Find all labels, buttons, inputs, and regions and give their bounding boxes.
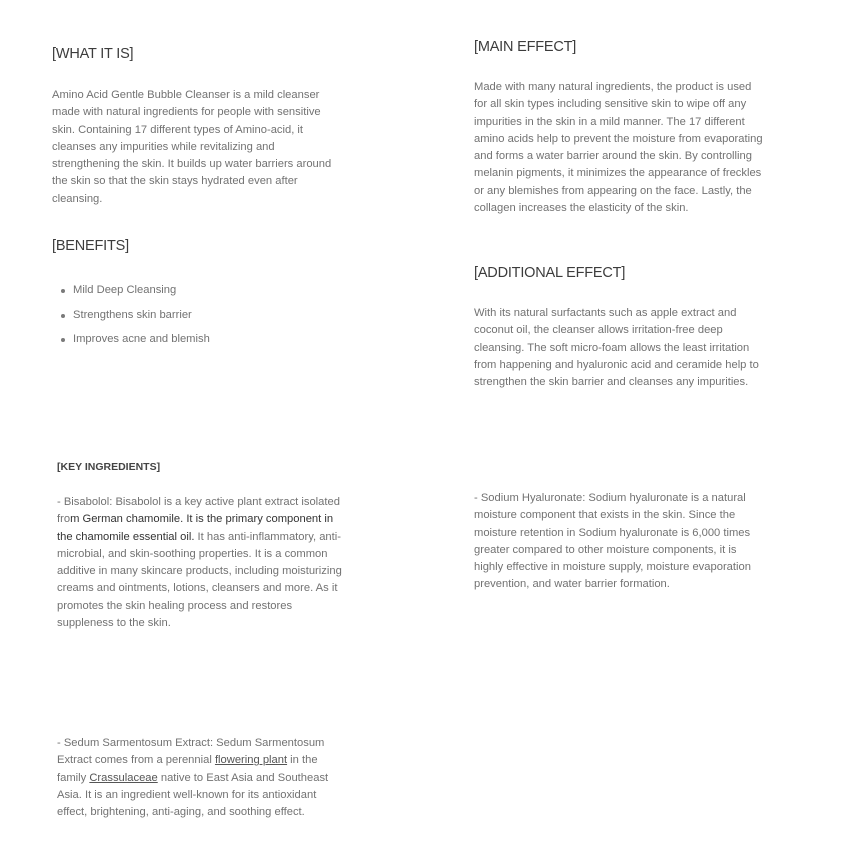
sedum-text-rest: native to East Asia and Southeast Asia. It is an ingredient well-known for its antioxidant effect, brightening, anti-aging, and soothing effect. bbox=[57, 771, 329, 819]
crassulaceae-link[interactable]: Crassulaceae bbox=[89, 771, 158, 784]
sedum-paragraph bbox=[57, 735, 347, 821]
bullet-icon bbox=[61, 314, 65, 318]
additional-effect-text: With its natural surfactants such as apple extract and coconut oil, the cleanser allows irritation-free deep cleansing. The soft micro-foam allows the least irritation from happening and hyaluronic acid and ceramide help to strengthen the skin barrier and cleanses any impurities. bbox=[474, 307, 759, 389]
sodium-hyaluronate-paragraph: - Sodium Hyaluronate: Sodium hyaluronate is a natural moisture component that exists in the skin. Since the moisture retention in Sodium hyaluronate is 6,000 times greater compared to other moisture components, it is highly effective in moisture supply, moisture evaporation prevention, and water barrier formation. bbox=[474, 492, 751, 591]
what-it-is-heading: [WHAT IT IS] bbox=[52, 46, 134, 62]
additional-effect-heading: [ADDITIONAL EFFECT] bbox=[474, 265, 626, 281]
bullet-icon bbox=[61, 338, 65, 342]
what-it-is-text: Amino Acid Gentle Bubble Cleanser is a mild cleanser made with natural ingredients for people with sensitive skin. Containing 17 different types of Amino-acid, it cleanses any impurities while revitalizing and strengthening the skin. It builds up water barriers around the skin so that the skin stays hydrated even after cleansing. bbox=[52, 89, 332, 205]
main-effect-text: Made with many natural ingredients, the product is used for all skin types including sensitive skin to wipe off any impurities in the skin in a mild manner. The 17 different amino acids help to prevent the moisture from evaporating and forms a water barrier around the skin. By controlling melanin pigments, it minimizes the appearance of freckles or any blemishes from appearing on the face. Lastly, the collagen increases the elasticity of the skin. bbox=[474, 81, 763, 215]
bisabolol-text-rest: It has anti-inflammatory, anti-microbial, and skin-soothing properties. It is a common additive in many skincare products, including moisturizing creams and ointments, lotions, cleansers and more. As it promotes the skin healing process and restores suppleness to the skin. bbox=[57, 530, 342, 630]
benefit-item bbox=[52, 307, 210, 332]
main-effect-heading: [MAIN EFFECT] bbox=[474, 39, 577, 55]
benefit-label: Mild Deep Cleansing bbox=[73, 284, 177, 296]
benefits-list bbox=[52, 282, 210, 356]
benefits-heading: [BENEFITS] bbox=[52, 238, 129, 254]
benefit-label: Strengthens skin barrier bbox=[73, 308, 192, 321]
benefit-label: Improves acne and blemish bbox=[73, 333, 210, 345]
bisabolol-paragraph bbox=[57, 494, 347, 632]
benefit-item bbox=[52, 331, 210, 356]
flowering-plant-link[interactable]: flowering plant bbox=[214, 754, 288, 767]
key-ingredients-heading: [KEY INGREDIENTS] bbox=[57, 461, 161, 473]
bisabolol-text-highlight: m German chamomile. It is the primary component in the chamomile essential oil. bbox=[57, 513, 334, 543]
bullet-icon bbox=[61, 289, 65, 293]
sedum-text-middle: in the family bbox=[57, 754, 318, 784]
benefit-item bbox=[52, 282, 210, 307]
bisabolol-text-intro: - Bisabolol: Bisabolol is a key active plant extract isolated fro bbox=[57, 496, 340, 526]
sedum-text-intro: - Sedum Sarmentosum Extract: Sedum Sarmentosum Extract comes from a perennial bbox=[57, 737, 325, 767]
